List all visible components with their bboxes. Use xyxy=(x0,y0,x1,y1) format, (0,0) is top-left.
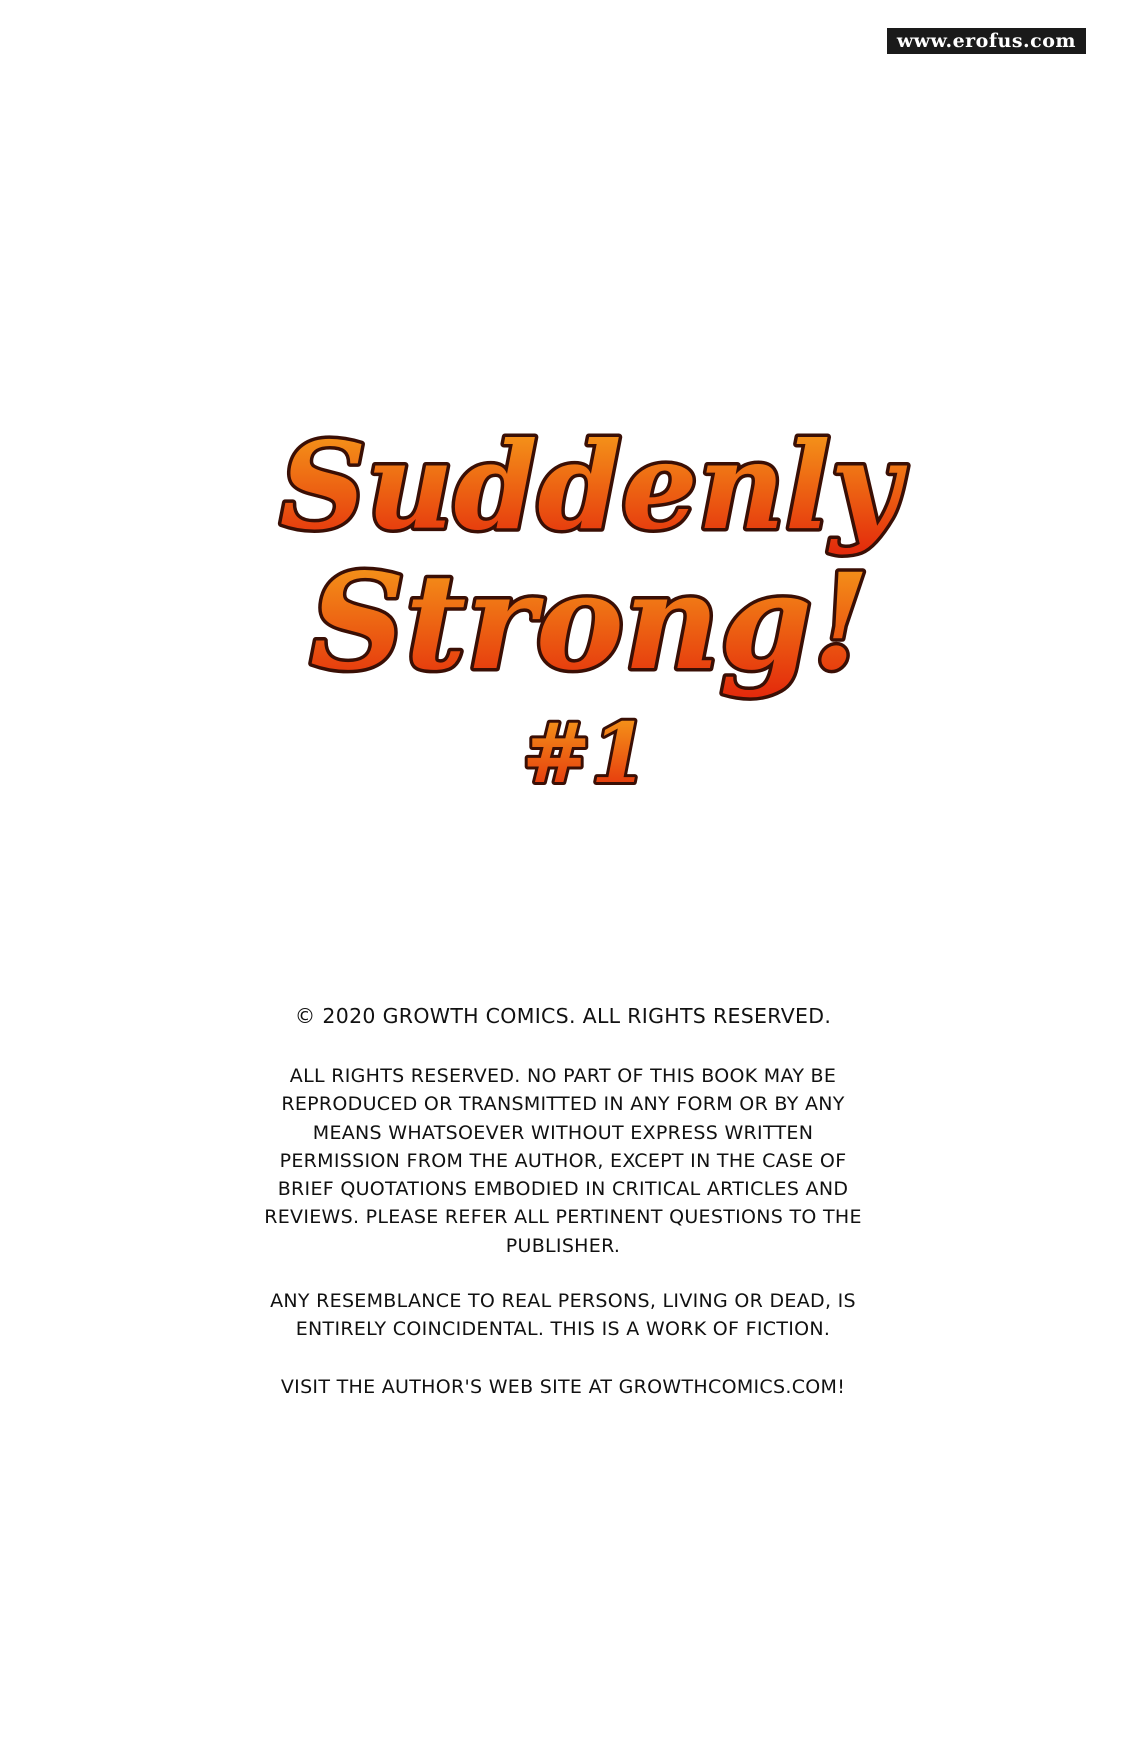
comic-title-logo xyxy=(0,410,1126,830)
title-line-2: Strong! xyxy=(309,545,871,700)
issue-number: #1 xyxy=(522,706,648,802)
fiction-disclaimer: ANY RESEMBLANCE TO REAL PERSONS, LIVING OR DEAD, IS ENTIRELY COINCIDENTAL. THIS IS A WORK OF FICTION. xyxy=(270,1290,856,1341)
website-line: VISIT THE AUTHOR'S WEB SITE AT GROWTHCOMICS.COM! xyxy=(280,1376,846,1398)
copyright-notice: © 2020 GROWTH COMICS. ALL RIGHTS RESERVED. xyxy=(294,1004,832,1028)
title-line-1: Suddenly xyxy=(279,416,901,557)
rights-paragraph: ALL RIGHTS RESERVED. NO PART OF THIS BOOK MAY BE REPRODUCED OR TRANSMITTED IN ANY FORM OR BY ANY MEANS WHATSOEVER WITHOUT EXPRESS WRITTEN PERMISSION FROM THE AUTHOR, EXCEPT IN THE CASE OF BRIEF QUOTATIONS EMBODIED IN CRITICAL ARTICLES AND REVIEWS. PLEASE REFER ALL PERTINENT QUESTIONS TO THE PUBLISHER. xyxy=(264,1065,862,1257)
watermark-badge: www.erofus.com xyxy=(887,28,1086,54)
title-svg xyxy=(0,410,1126,830)
